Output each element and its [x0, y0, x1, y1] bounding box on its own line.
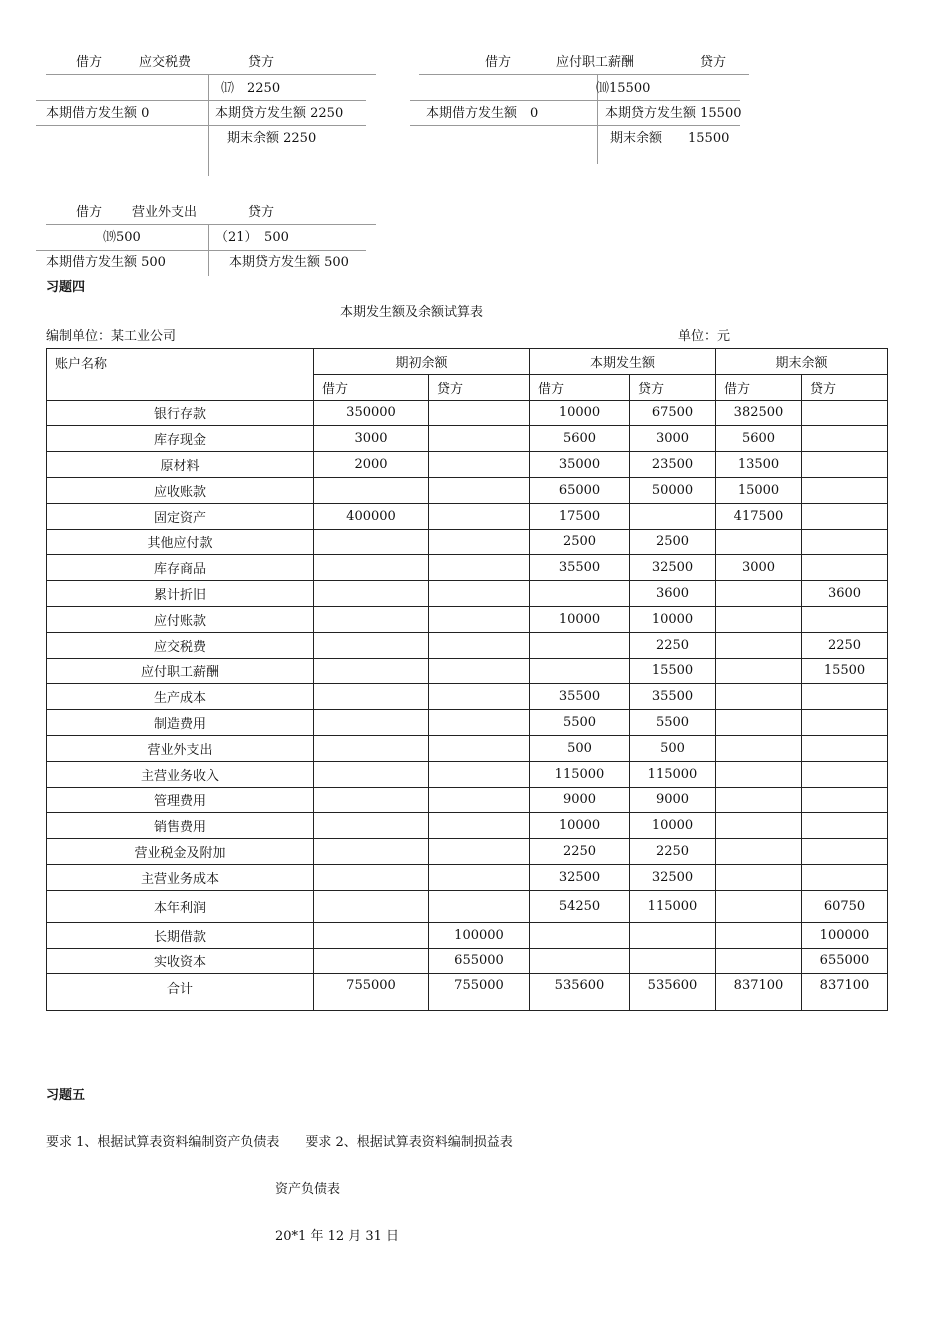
amount-cell	[530, 658, 630, 684]
trial-balance-title: 本期发生额及余额试算表	[340, 305, 484, 320]
amount-cell: 10000	[530, 400, 630, 426]
account-name-cell: 主营业务收入	[47, 761, 314, 787]
amount-cell	[314, 606, 429, 632]
amount-cell	[429, 477, 530, 503]
amount-cell: 17500	[530, 503, 630, 529]
amount-cell	[530, 632, 630, 658]
header-credit: 贷方	[630, 374, 716, 400]
total-row	[47, 974, 888, 1011]
amount-cell	[802, 813, 888, 839]
amount-cell: 9000	[530, 787, 630, 813]
table-row	[47, 864, 888, 890]
amount-cell: 3000	[630, 426, 716, 452]
amount-cell	[802, 787, 888, 813]
account-name-cell: 主营业务成本	[47, 864, 314, 890]
tax-credit-total: 本期贷方发生额 2250	[215, 106, 344, 121]
table-row	[47, 426, 888, 452]
tax-total-line	[36, 125, 366, 126]
amount-cell	[802, 684, 888, 710]
amount-cell	[716, 890, 802, 922]
amount-cell	[429, 555, 530, 581]
header-debit: 借方	[716, 374, 802, 400]
table-row	[47, 787, 888, 813]
amount-cell	[530, 581, 630, 607]
amount-cell	[429, 452, 530, 478]
amount-cell	[630, 948, 716, 974]
account-name-cell: 固定资产	[47, 503, 314, 529]
nonop-debit-label: 借方	[76, 205, 103, 220]
amount-cell: 10000	[630, 813, 716, 839]
account-name-cell: 生产成本	[47, 684, 314, 710]
amount-cell	[429, 864, 530, 890]
table-row	[47, 948, 888, 974]
amount-cell	[716, 922, 802, 948]
nonop-credit-label: 贷方	[248, 205, 275, 220]
amount-cell	[802, 426, 888, 452]
table-row	[47, 710, 888, 736]
amount-cell: 35500	[530, 684, 630, 710]
amount-cell	[429, 529, 530, 555]
amount-cell	[716, 581, 802, 607]
trial-balance-table	[46, 348, 888, 1011]
table-row	[47, 839, 888, 865]
amount-cell: 35500	[530, 555, 630, 581]
amount-cell: 5600	[530, 426, 630, 452]
amount-cell	[314, 813, 429, 839]
amount-cell	[429, 890, 530, 922]
amount-cell	[314, 922, 429, 948]
amount-cell	[314, 787, 429, 813]
account-name-cell: 应收账款	[47, 477, 314, 503]
amount-cell: 100000	[429, 922, 530, 948]
tax-credit-entry: ⒄ 2250	[221, 81, 281, 96]
header-account-name: 账户名称	[47, 349, 314, 401]
table-row	[47, 813, 888, 839]
tax-debit-label: 借方	[76, 55, 103, 70]
amount-cell: 755000	[314, 974, 429, 1011]
amount-cell	[802, 761, 888, 787]
tax-mid-line	[36, 100, 366, 101]
amount-cell	[429, 710, 530, 736]
account-name-cell: 营业税金及附加	[47, 839, 314, 865]
table-row	[47, 581, 888, 607]
wages-account-name: 应付职工薪酬	[556, 55, 635, 70]
amount-cell	[716, 787, 802, 813]
amount-cell: 35000	[530, 452, 630, 478]
tax-top-line	[46, 74, 376, 75]
amount-cell: 115000	[630, 890, 716, 922]
tax-account-name: 应交税费	[139, 55, 192, 70]
amount-cell	[802, 864, 888, 890]
amount-cell	[802, 452, 888, 478]
amount-cell: 2000	[314, 452, 429, 478]
account-name-cell: 实收资本	[47, 948, 314, 974]
amount-cell	[716, 606, 802, 632]
amount-cell: 2500	[530, 529, 630, 555]
amount-cell: 2500	[630, 529, 716, 555]
amount-cell: 10000	[530, 606, 630, 632]
amount-cell: 50000	[630, 477, 716, 503]
amount-cell: 500	[630, 735, 716, 761]
account-name-cell: 其他应付款	[47, 529, 314, 555]
table-row	[47, 400, 888, 426]
account-name-cell: 制造费用	[47, 710, 314, 736]
header-opening-balance: 期初余额	[314, 349, 530, 375]
amount-cell: 655000	[802, 948, 888, 974]
nonop-top-line	[46, 224, 376, 225]
amount-cell	[314, 477, 429, 503]
amount-cell	[530, 922, 630, 948]
amount-cell	[429, 839, 530, 865]
amount-cell: 382500	[716, 400, 802, 426]
amount-cell	[429, 735, 530, 761]
wages-credit-label: 贷方	[700, 55, 727, 70]
nonop-debit-total: 本期借方发生额 500	[46, 255, 166, 270]
amount-cell	[716, 632, 802, 658]
amount-cell: 65000	[530, 477, 630, 503]
table-row	[47, 606, 888, 632]
account-name-cell: 原材料	[47, 452, 314, 478]
amount-cell: 3600	[802, 581, 888, 607]
wages-mid-line	[410, 100, 740, 101]
amount-cell	[314, 864, 429, 890]
amount-cell	[429, 503, 530, 529]
amount-cell	[802, 839, 888, 865]
amount-cell	[314, 684, 429, 710]
header-period-amount: 本期发生额	[530, 349, 716, 375]
balance-sheet-title: 资产负债表	[275, 1182, 341, 1197]
account-name-cell: 库存现金	[47, 426, 314, 452]
nonop-account-name: 营业外支出	[132, 205, 198, 220]
amount-cell: 655000	[429, 948, 530, 974]
amount-cell	[530, 948, 630, 974]
amount-cell	[716, 529, 802, 555]
amount-cell	[802, 503, 888, 529]
amount-cell: 5600	[716, 426, 802, 452]
amount-cell	[802, 606, 888, 632]
header-credit: 贷方	[429, 374, 530, 400]
amount-cell	[314, 761, 429, 787]
amount-cell	[716, 684, 802, 710]
account-name-cell: 累计折旧	[47, 581, 314, 607]
table-row	[47, 477, 888, 503]
amount-cell	[802, 400, 888, 426]
currency-unit: 单位：元	[678, 329, 731, 344]
header-debit: 借方	[530, 374, 630, 400]
amount-cell: 54250	[530, 890, 630, 922]
amount-cell	[314, 890, 429, 922]
amount-cell: 15500	[802, 658, 888, 684]
table-row	[47, 658, 888, 684]
account-name-cell: 应付职工薪酬	[47, 658, 314, 684]
wages-total-line	[410, 125, 740, 126]
tax-ending-balance: 期末余额 2250	[227, 131, 317, 146]
balance-sheet-date: 20*1 年 12 月 31 日	[275, 1229, 400, 1244]
amount-cell: 2250	[802, 632, 888, 658]
amount-cell: 417500	[716, 503, 802, 529]
amount-cell	[314, 948, 429, 974]
amount-cell: 9000	[630, 787, 716, 813]
amount-cell: 32500	[530, 864, 630, 890]
amount-cell: 500	[530, 735, 630, 761]
amount-cell	[802, 477, 888, 503]
amount-cell: 5500	[630, 710, 716, 736]
amount-cell	[716, 735, 802, 761]
amount-cell	[314, 735, 429, 761]
wages-credit-total: 本期贷方发生额 15500	[605, 106, 742, 121]
amount-cell	[716, 710, 802, 736]
amount-cell	[716, 813, 802, 839]
account-name-cell: 本年利润	[47, 890, 314, 922]
amount-cell	[802, 710, 888, 736]
amount-cell: 32500	[630, 864, 716, 890]
amount-cell	[429, 787, 530, 813]
amount-cell	[429, 658, 530, 684]
account-name-cell: 应付账款	[47, 606, 314, 632]
amount-cell	[716, 658, 802, 684]
amount-cell: 2250	[630, 839, 716, 865]
amount-cell	[314, 555, 429, 581]
amount-cell	[802, 529, 888, 555]
amount-cell	[429, 426, 530, 452]
tax-debit-total: 本期借方发生额 0	[46, 106, 150, 121]
table-row	[47, 503, 888, 529]
amount-cell: 115000	[530, 761, 630, 787]
amount-cell	[429, 684, 530, 710]
header-credit: 贷方	[802, 374, 888, 400]
exercise5-heading: 习题五	[46, 1088, 86, 1103]
wages-credit-entry: ⑽15500	[596, 81, 651, 96]
wages-top-line	[419, 74, 749, 75]
amount-cell: 535600	[530, 974, 630, 1011]
amount-cell: 3600	[630, 581, 716, 607]
table-row	[47, 761, 888, 787]
table-row	[47, 890, 888, 922]
amount-cell: 100000	[802, 922, 888, 948]
header-debit: 借方	[314, 374, 429, 400]
preparer-unit: 编制单位：某工业公司	[46, 329, 177, 344]
table-row	[47, 452, 888, 478]
amount-cell	[429, 581, 530, 607]
amount-cell	[314, 581, 429, 607]
amount-cell: 755000	[429, 974, 530, 1011]
account-name-cell: 长期借款	[47, 922, 314, 948]
amount-cell: 15000	[716, 477, 802, 503]
nonop-credit-total: 本期贷方发生额 500	[229, 255, 349, 270]
amount-cell	[314, 710, 429, 736]
wages-debit-total: 本期借方发生额 0	[426, 106, 539, 121]
account-name-cell: 营业外支出	[47, 735, 314, 761]
amount-cell: 15500	[630, 658, 716, 684]
account-name-cell: 库存商品	[47, 555, 314, 581]
amount-cell: 2250	[530, 839, 630, 865]
exercise5-requirement: 要求 1、根据试算表资料编制资产负债表 要求 2、根据试算表资料编制损益表	[46, 1135, 513, 1150]
amount-cell	[716, 761, 802, 787]
amount-cell: 32500	[630, 555, 716, 581]
table-row	[47, 922, 888, 948]
account-name-cell: 合计	[47, 974, 314, 1011]
amount-cell	[802, 555, 888, 581]
amount-cell: 115000	[630, 761, 716, 787]
account-name-cell: 应交税费	[47, 632, 314, 658]
amount-cell	[429, 761, 530, 787]
amount-cell: 13500	[716, 452, 802, 478]
table-row	[47, 735, 888, 761]
amount-cell	[716, 948, 802, 974]
amount-cell	[314, 632, 429, 658]
wages-ending-balance: 期末余额 15500	[610, 131, 730, 146]
amount-cell: 10000	[530, 813, 630, 839]
amount-cell: 535600	[630, 974, 716, 1011]
amount-cell: 350000	[314, 400, 429, 426]
amount-cell	[314, 529, 429, 555]
tax-credit-label: 贷方	[248, 55, 275, 70]
header-closing-balance: 期末余额	[716, 349, 888, 375]
amount-cell: 10000	[630, 606, 716, 632]
account-name-cell: 管理费用	[47, 787, 314, 813]
amount-cell: 60750	[802, 890, 888, 922]
amount-cell	[429, 400, 530, 426]
amount-cell	[716, 864, 802, 890]
amount-cell	[429, 813, 530, 839]
amount-cell: 23500	[630, 452, 716, 478]
amount-cell: 2250	[630, 632, 716, 658]
amount-cell	[630, 922, 716, 948]
amount-cell: 35500	[630, 684, 716, 710]
amount-cell: 400000	[314, 503, 429, 529]
amount-cell	[630, 503, 716, 529]
nonop-credit-entry: （21） 500	[215, 230, 289, 245]
nonop-debit-entry: ⒆500	[103, 230, 141, 245]
amount-cell: 3000	[716, 555, 802, 581]
amount-cell: 5500	[530, 710, 630, 736]
amount-cell: 3000	[314, 426, 429, 452]
table-row	[47, 684, 888, 710]
table-header-row	[47, 349, 888, 375]
table-row	[47, 632, 888, 658]
amount-cell: 837100	[716, 974, 802, 1011]
nonop-mid-line	[36, 250, 366, 251]
amount-cell	[716, 839, 802, 865]
wages-debit-label: 借方	[485, 55, 512, 70]
amount-cell	[314, 658, 429, 684]
amount-cell: 67500	[630, 400, 716, 426]
amount-cell	[802, 735, 888, 761]
amount-cell	[429, 632, 530, 658]
account-name-cell: 销售费用	[47, 813, 314, 839]
exercise4-heading: 习题四	[46, 280, 86, 295]
amount-cell	[314, 839, 429, 865]
account-name-cell: 银行存款	[47, 400, 314, 426]
table-row	[47, 529, 888, 555]
amount-cell: 837100	[802, 974, 888, 1011]
amount-cell	[429, 606, 530, 632]
table-row	[47, 555, 888, 581]
